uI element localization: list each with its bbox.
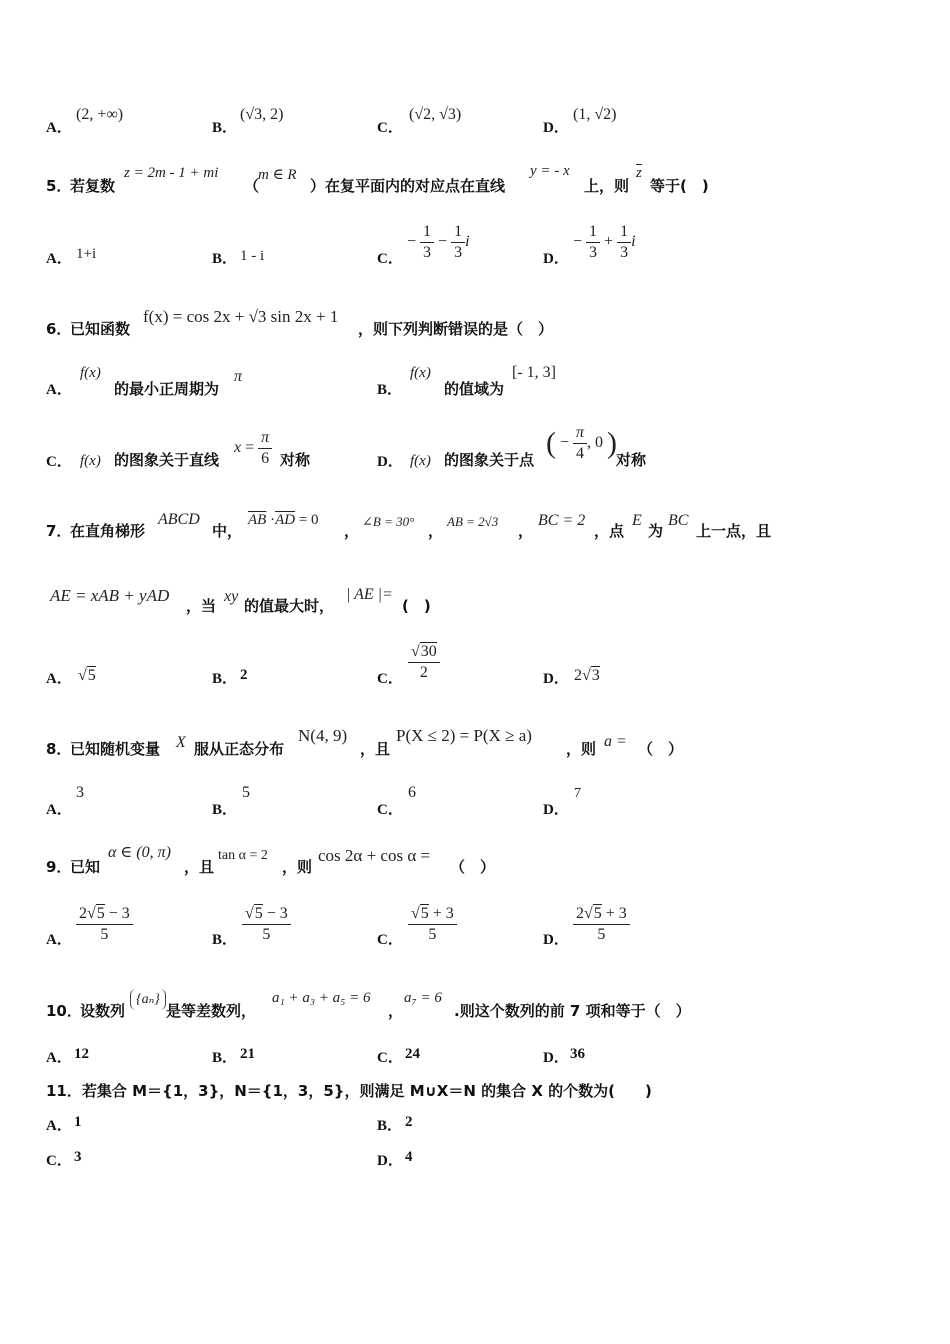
q5-text-2: ）在复平面内的对应点在直线 bbox=[310, 177, 506, 195]
q7-abs-ae: | AE |= bbox=[346, 586, 393, 603]
q8-option-b-math: 5 bbox=[242, 784, 250, 801]
q6-function: f(x) = cos 2x + √3 sin 2x + 1 bbox=[143, 307, 339, 326]
q4-option-b-label: B． bbox=[212, 120, 238, 136]
q4-option-c-math: (√2, √3) bbox=[409, 106, 462, 123]
q6-option-d-label: D． bbox=[377, 454, 403, 470]
q7-option-c-math: $\frac{√30}{2}$ bbox=[408, 642, 440, 683]
q5-text-4: 等于( ) bbox=[650, 177, 709, 195]
q9-option-a-label: A． bbox=[46, 932, 72, 948]
q5-z-expression: z = 2m - 1 + mi bbox=[124, 165, 219, 181]
q10-option-b-label: B． bbox=[212, 1050, 238, 1066]
q5-option-b-label: B． bbox=[212, 251, 238, 267]
q6-number: 6． bbox=[46, 320, 72, 338]
q8-option-d-label: D． bbox=[543, 802, 569, 818]
q9-text-4: （ ） bbox=[450, 858, 496, 876]
q9-text-2: ，且 bbox=[184, 858, 215, 876]
q7-bc-2: BC bbox=[668, 512, 689, 529]
q8-option-c-math: 6 bbox=[408, 784, 416, 801]
q5-number: 5． bbox=[46, 177, 72, 195]
q6-option-d-math: ( − $\frac{\pi}{4}$ , 0 ) bbox=[546, 424, 618, 462]
q4-option-d-label: D． bbox=[543, 120, 569, 136]
q9-option-c-math: $\frac{√5 + 3}{5}$ bbox=[408, 904, 457, 945]
q6-option-c-tail: 对称 bbox=[280, 451, 311, 469]
q5-option-d-label: D． bbox=[543, 251, 569, 267]
q7-comma-2: ， bbox=[428, 522, 444, 540]
q7-ab: AB = 2√3 bbox=[447, 514, 499, 529]
q9-alpha: α ∈ (0, π) bbox=[108, 844, 171, 861]
q7-option-b-label: B． bbox=[212, 671, 238, 687]
q10-text-2: 是等差数列， bbox=[166, 1002, 257, 1020]
q10-text-1: 设数列 bbox=[80, 1002, 126, 1020]
q7-option-d-label: D． bbox=[543, 671, 569, 687]
q6-option-c-math: x = $\frac{\pi}{6}$ bbox=[234, 428, 272, 469]
q9-option-d-math: $\frac{2√5 + 3}{5}$ bbox=[573, 904, 630, 945]
q11-option-a-label: A． bbox=[46, 1118, 72, 1134]
q4-option-a-math: (2, +∞) bbox=[76, 106, 124, 123]
q11-option-d-label: D． bbox=[377, 1153, 403, 1169]
q4-option-d-math: (1, √2) bbox=[573, 106, 617, 123]
q9-number: 9． bbox=[46, 858, 72, 876]
q11-option-d-math: 4 bbox=[405, 1149, 413, 1165]
q9-text-1: 已知 bbox=[70, 858, 101, 876]
q8-x: X bbox=[176, 734, 186, 751]
q7-text-3: ，点 bbox=[594, 522, 625, 540]
q7-text-4: 为 bbox=[648, 522, 664, 540]
q7-angle: ∠B = 30° bbox=[362, 514, 415, 529]
q8-a: a = bbox=[604, 733, 627, 750]
q10-option-b-math: 21 bbox=[240, 1046, 255, 1062]
q9-option-c-label: C． bbox=[377, 932, 403, 948]
q10-text-3: .则这个数列的前 7 项和等于（ ） bbox=[454, 1002, 691, 1020]
q5-paren: （ bbox=[244, 177, 260, 195]
q5-option-c-label: C． bbox=[377, 251, 403, 267]
q10-number: 10． bbox=[46, 1002, 82, 1020]
q5-option-a-math: 1+i bbox=[76, 246, 97, 262]
q6-text-2: ，则下列判断错误的是（ ） bbox=[358, 320, 554, 338]
q6-option-b-math: [- 1, 3] bbox=[512, 364, 556, 381]
q11-option-a-math: 1 bbox=[74, 1114, 82, 1130]
q9-option-b-math: $\frac{√5 - 3}{5}$ bbox=[242, 904, 291, 945]
q10-option-c-math: 24 bbox=[405, 1046, 420, 1062]
q11-option-c-label: C． bbox=[46, 1153, 72, 1169]
q7-ae-expression: AE = xAB + yAD bbox=[50, 586, 170, 605]
q7-xy: xy bbox=[224, 588, 239, 605]
q10-option-c-label: C． bbox=[377, 1050, 403, 1066]
q7-option-d-math: 2√3 bbox=[574, 667, 600, 684]
q10-sum: a₁ + a₃ + a₅ = 6 bbox=[272, 990, 371, 1006]
q11-option-c-math: 3 bbox=[74, 1149, 82, 1165]
q6-option-b-fx: f(x) bbox=[410, 365, 431, 381]
q9-option-a-math: $\frac{2√5 - 3}{5}$ bbox=[76, 904, 133, 945]
q6-option-b-text: 的值域为 bbox=[444, 380, 505, 398]
q9-option-d-label: D． bbox=[543, 932, 569, 948]
q7-point-e: E bbox=[632, 512, 642, 529]
q10-option-d-label: D． bbox=[543, 1050, 569, 1066]
q7-comma-3: ， bbox=[518, 522, 534, 540]
q7-option-b-math: 2 bbox=[240, 667, 248, 683]
q4-option-a-label: A． bbox=[46, 120, 72, 136]
q9-tan: tan α = 2 bbox=[218, 848, 268, 863]
q9-option-b-label: B． bbox=[212, 932, 238, 948]
q8-text-1: 已知随机变量 bbox=[70, 740, 161, 758]
q8-option-b-label: B． bbox=[212, 802, 238, 818]
q8-text-3: ，且 bbox=[360, 740, 391, 758]
q8-text-4: ，则 bbox=[566, 740, 597, 758]
q5-m-condition: m ∈ R bbox=[258, 167, 297, 183]
q7-dot-product: $\overline{AB} \cdot\overline{AD} = 0$ bbox=[248, 512, 319, 528]
q6-option-d-fx: f(x) bbox=[410, 453, 431, 469]
q7-text-8: ( ) bbox=[402, 597, 431, 615]
q10-option-a-math: 12 bbox=[74, 1046, 89, 1062]
q5-option-d-math: − $\frac{1}{3}$ + $\frac{1}{3}$ i bbox=[573, 223, 636, 261]
q6-option-c-text: 的图象关于直线 bbox=[114, 451, 220, 469]
q4-option-c-label: C． bbox=[377, 120, 403, 136]
q7-number: 7． bbox=[46, 522, 72, 540]
q8-option-c-label: C． bbox=[377, 802, 403, 818]
q5-option-c-math: − $\frac{1}{3}$ − $\frac{1}{3}$ i bbox=[407, 223, 470, 261]
q7-text-2: 中， bbox=[212, 522, 243, 540]
q9-text-3: ，则 bbox=[282, 858, 313, 876]
q6-option-a-text: 的最小正周期为 bbox=[114, 380, 220, 398]
q5-option-a-label: A． bbox=[46, 251, 72, 267]
q6-option-a-label: A． bbox=[46, 382, 72, 398]
q10-sequence: {aₙ} bbox=[130, 989, 166, 1010]
q10-option-a-label: A． bbox=[46, 1050, 72, 1066]
q8-text-5: （ ） bbox=[638, 740, 684, 758]
q5-text-3: 上，则 bbox=[584, 177, 630, 195]
q6-option-d-text: 的图象关于点 bbox=[444, 451, 535, 469]
q5-option-b-math: 1 - i bbox=[240, 248, 265, 264]
q6-text-1: 已知函数 bbox=[70, 320, 131, 338]
q7-text-6: ，当 bbox=[186, 597, 217, 615]
q7-text-7: 的值最大时， bbox=[244, 597, 335, 615]
q11-text: 11．若集合 M＝{1，3}，N＝{1，3，5}，则满足 M∪X＝N 的集合 X 的个数为( ) bbox=[46, 1082, 652, 1100]
q4-option-b-math: (√3, 2) bbox=[240, 106, 284, 123]
q6-option-d-tail: 对称 bbox=[616, 451, 647, 469]
q7-comma-1: ， bbox=[344, 522, 360, 540]
q10-comma: ， bbox=[388, 1002, 404, 1020]
q8-option-a-label: A． bbox=[46, 802, 72, 818]
q9-expression: cos 2α + cos α = bbox=[318, 846, 431, 865]
q6-option-b-label: B． bbox=[377, 382, 403, 398]
q8-option-a-math: 3 bbox=[76, 784, 84, 801]
q8-number: 8． bbox=[46, 740, 72, 758]
q6-option-c-label: C． bbox=[46, 454, 72, 470]
q8-normal: N(4, 9) bbox=[298, 726, 348, 745]
q6-option-a-fx: f(x) bbox=[80, 365, 101, 381]
q7-option-a-math: √5 bbox=[78, 667, 96, 684]
q7-text-5: 上一点，且 bbox=[696, 522, 772, 540]
q8-text-2: 服从正态分布 bbox=[194, 740, 285, 758]
q7-text-1: 在直角梯形 bbox=[70, 522, 146, 540]
q11-option-b-math: 2 bbox=[405, 1114, 413, 1130]
q8-option-d-math: 7 bbox=[574, 786, 581, 801]
q11-option-b-label: B． bbox=[377, 1118, 403, 1134]
q5-line: y = - x bbox=[530, 163, 570, 179]
q5-text-1: 若复数 bbox=[70, 177, 116, 195]
q7-bc: BC = 2 bbox=[538, 512, 586, 529]
q7-option-a-label: A． bbox=[46, 671, 72, 687]
q6-option-a-math: π bbox=[234, 368, 243, 385]
q10-a7: a₇ = 6 bbox=[404, 990, 442, 1006]
q6-option-c-fx: f(x) bbox=[80, 453, 101, 469]
q10-option-d-math: 36 bbox=[570, 1046, 585, 1062]
q7-abcd: ABCD bbox=[158, 511, 200, 528]
q5-z-conjugate: $\overline{z}$ bbox=[636, 165, 642, 181]
q8-probability: P(X ≤ 2) = P(X ≥ a) bbox=[396, 726, 532, 745]
q7-option-c-label: C． bbox=[377, 671, 403, 687]
